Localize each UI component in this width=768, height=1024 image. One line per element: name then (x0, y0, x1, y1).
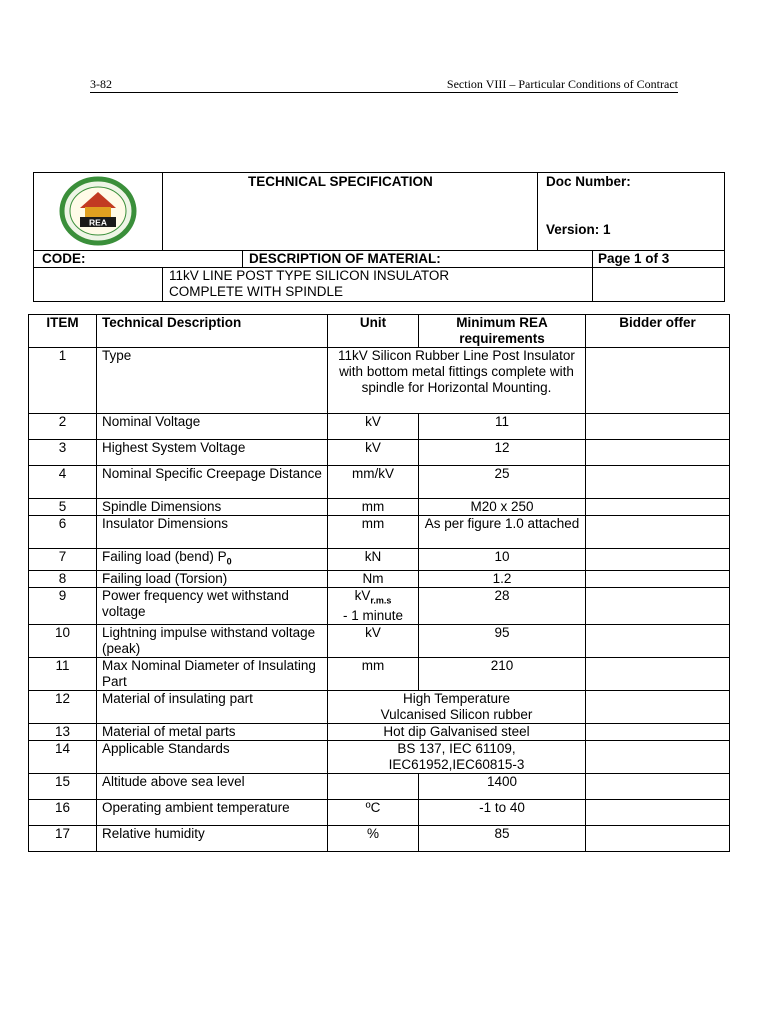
spec-title: TECHNICAL SPECIFICATION (163, 173, 538, 251)
page-header (90, 75, 678, 93)
table-row (29, 625, 730, 658)
item-unit: kV (328, 414, 419, 440)
header-unit: Unit (328, 315, 419, 348)
description-label: DESCRIPTION OF MATERIAL: (243, 251, 593, 268)
bidder-offer-cell (586, 691, 730, 724)
header-item: ITEM (29, 315, 97, 348)
code-label: CODE: (34, 251, 243, 268)
item-unit-cell (328, 587, 419, 625)
table-row (29, 570, 730, 587)
table-row (29, 774, 730, 800)
item-number: 15 (29, 774, 97, 800)
item-requirement: 1400 (419, 774, 586, 800)
item-number: 3 (29, 440, 97, 466)
item-unit: kN (328, 549, 419, 571)
item-description: Material of metal parts (97, 724, 328, 741)
table-header-row (29, 315, 730, 348)
item-number: 12 (29, 691, 97, 724)
table-row (29, 826, 730, 852)
item-number: 14 (29, 741, 97, 774)
bidder-offer-cell (586, 658, 730, 691)
item-number: 10 (29, 625, 97, 658)
table-row (29, 549, 730, 571)
bidder-offer-cell (586, 774, 730, 800)
item-requirement: As per figure 1.0 attached (419, 516, 586, 549)
item-unit: kV (328, 440, 419, 466)
item-description: Relative humidity (97, 826, 328, 852)
description-subscript: 0 (226, 556, 232, 567)
material-line-2: COMPLETE WITH SPINDLE (169, 284, 344, 299)
item-number: 9 (29, 587, 97, 625)
item-description-cell (97, 549, 328, 571)
code-value (34, 268, 163, 302)
item-requirement: Hot dip Galvanised steel (328, 724, 586, 741)
rea-logo (58, 176, 138, 246)
item-unit: ºC (328, 800, 419, 826)
item-number: 6 (29, 516, 97, 549)
item-unit (328, 774, 419, 800)
item-number: 2 (29, 414, 97, 440)
bidder-offer-cell (586, 499, 730, 516)
bidder-offer-cell (586, 724, 730, 741)
item-description: Spindle Dimensions (97, 499, 328, 516)
bidder-offer-cell (586, 625, 730, 658)
page-ref: 3-82 (90, 77, 112, 91)
item-requirement: 25 (419, 466, 586, 499)
doc-info-cell (538, 173, 725, 251)
item-unit: mm (328, 658, 419, 691)
item-requirement: -1 to 40 (419, 800, 586, 826)
bidder-offer-cell (586, 800, 730, 826)
bidder-offer-cell (586, 826, 730, 852)
item-number: 7 (29, 549, 97, 571)
item-number: 17 (29, 826, 97, 852)
bidder-offer-cell (586, 348, 730, 414)
item-number: 1 (29, 348, 97, 414)
item-unit: mm/kV (328, 466, 419, 499)
item-requirement: BS 137, IEC 61109, IEC61952,IEC60815-3 (328, 741, 586, 774)
bidder-offer-cell (586, 587, 730, 625)
unit-subscript: r.m.s (370, 595, 392, 606)
version-label: Version: 1 (546, 222, 611, 237)
item-requirement: 28 (419, 587, 586, 625)
item-unit: mm (328, 499, 419, 516)
item-requirement: 12 (419, 440, 586, 466)
item-requirement: 11kV Silicon Rubber Line Post Insulator with bottom metal fittings complete with spindle for Horizontal Mounting. (328, 348, 586, 414)
item-description: Max Nominal Diameter of Insulating Part (97, 658, 328, 691)
page-label: Page 1 of 3 (593, 251, 725, 268)
item-description: Power frequency wet withstand voltage (97, 587, 328, 625)
item-unit: % (328, 826, 419, 852)
item-description: Operating ambient temperature (97, 800, 328, 826)
table-row (29, 691, 730, 724)
item-description: Altitude above sea level (97, 774, 328, 800)
item-requirement: High Temperature Vulcanised Silicon rubber (328, 691, 586, 724)
specification-items-table (28, 314, 730, 852)
bidder-offer-cell (586, 741, 730, 774)
item-requirement: 85 (419, 826, 586, 852)
item-description: Material of insulating part (97, 691, 328, 724)
section-title: Section VIII – Particular Conditions of Contract (446, 77, 678, 91)
bidder-offer-cell (586, 414, 730, 440)
item-description: Nominal Specific Creepage Distance (97, 466, 328, 499)
table-row (29, 516, 730, 549)
item-requirement: 210 (419, 658, 586, 691)
material-line-1: 11kV LINE POST TYPE SILICON INSULATOR (169, 268, 450, 283)
item-number: 8 (29, 570, 97, 587)
spec-header-table (33, 172, 725, 302)
table-row (29, 800, 730, 826)
item-unit-line-2: - 1 minute (342, 608, 404, 624)
item-unit: Nm (328, 570, 419, 587)
header-bidder: Bidder offer (586, 315, 730, 348)
item-number: 4 (29, 466, 97, 499)
table-row (29, 440, 730, 466)
item-description: Applicable Standards (97, 741, 328, 774)
logo-cell (34, 173, 163, 251)
item-unit: kV (328, 625, 419, 658)
item-unit: kV (354, 587, 371, 603)
table-row (29, 499, 730, 516)
item-requirement: 11 (419, 414, 586, 440)
item-number: 11 (29, 658, 97, 691)
table-row (29, 724, 730, 741)
item-number: 5 (29, 499, 97, 516)
bidder-offer-cell (586, 466, 730, 499)
table-row (29, 466, 730, 499)
item-description: Type (97, 348, 328, 414)
bidder-offer-cell (586, 549, 730, 571)
item-requirement: 95 (419, 625, 586, 658)
item-number: 16 (29, 800, 97, 826)
item-unit: mm (328, 516, 419, 549)
material-description (163, 268, 593, 302)
table-row (29, 348, 730, 414)
item-number: 13 (29, 724, 97, 741)
table-row (29, 587, 730, 625)
item-description: Nominal Voltage (97, 414, 328, 440)
bidder-offer-cell (586, 516, 730, 549)
item-description: Insulator Dimensions (97, 516, 328, 549)
table-row (29, 741, 730, 774)
item-description: Lightning impulse withstand voltage (peak) (97, 625, 328, 658)
header-minimum: Minimum REA requirements (419, 315, 586, 348)
item-description: Failing load (bend) P (102, 549, 227, 564)
logo-text: REA (89, 217, 107, 228)
page-value (593, 268, 725, 302)
item-description: Failing load (Torsion) (97, 570, 328, 587)
table-row (29, 658, 730, 691)
doc-number-label: Doc Number: (546, 174, 631, 189)
bidder-offer-cell (586, 570, 730, 587)
header-description: Technical Description (97, 315, 328, 348)
item-requirement: 10 (419, 549, 586, 571)
table-row (29, 414, 730, 440)
item-description: Highest System Voltage (97, 440, 328, 466)
item-requirement: 1.2 (419, 570, 586, 587)
bidder-offer-cell (586, 440, 730, 466)
item-requirement: M20 x 250 (419, 499, 586, 516)
